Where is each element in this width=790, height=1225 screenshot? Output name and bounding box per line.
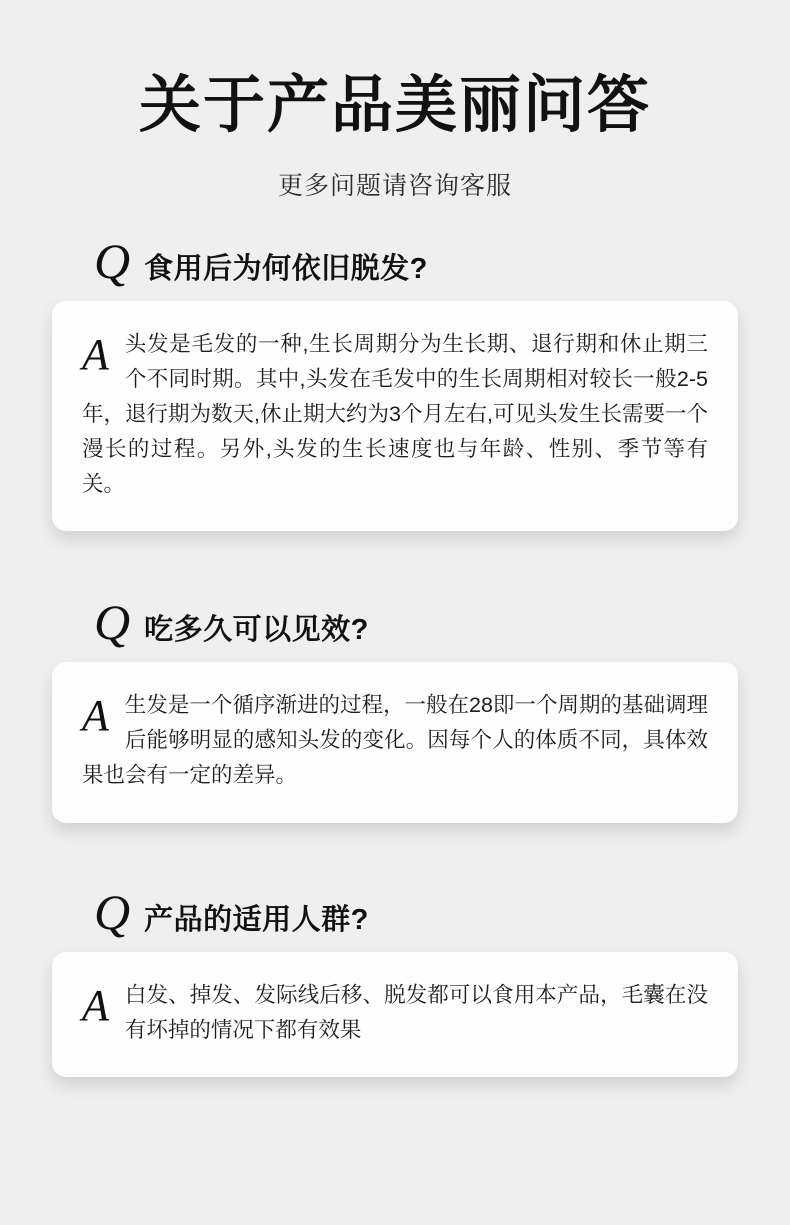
answer-body <box>82 978 708 1048</box>
faq-item-3 <box>52 883 738 1078</box>
answer-text: 头发是毛发的一种,生长周期分为生长期、退行期和休止期三个不同时期。其中,头发在毛发中的生长周期相对较长一般2-5年，退行期为数天,休止期大约为3个月左右,可见头发生长需要一个漫长的过程。另外,头发的生长速度也与年龄、性别、季节等有关。 <box>82 332 708 496</box>
answer-mark-icon: A <box>82 980 109 1030</box>
answer-card <box>52 301 738 531</box>
faq-item-1 <box>52 233 738 531</box>
answer-text: 生发是一个循序渐进的过程，一般在28即一个周期的基础调理后能够明显的感知头发的变化。因每个人的体质不同，具体效果也会有一定的差异。 <box>82 693 708 787</box>
question-text: 产品的适用人群? <box>144 903 369 936</box>
answer-mark-icon: A <box>82 691 109 741</box>
question-text: 食用后为何依旧脱发? <box>144 253 428 286</box>
answer-body <box>82 327 708 501</box>
faq-item-2 <box>52 594 738 822</box>
page-title: 关于产品美丽问答 <box>138 71 651 140</box>
question-row <box>52 594 738 651</box>
question-row <box>52 233 738 290</box>
answer-card <box>52 662 738 822</box>
question-text: 吃多久可以见效? <box>144 614 369 647</box>
question-row <box>52 883 738 940</box>
answer-text: 白发、掉发、发际线后移、脱发都可以食用本产品，毛囊在没有坏掉的情况下都有效果 <box>124 982 708 1042</box>
page-subtitle: 更多问题请咨询客服 <box>277 172 512 201</box>
answer-mark-icon: A <box>82 330 109 380</box>
question-mark-icon: Q <box>94 233 131 290</box>
answer-body <box>82 688 708 792</box>
answer-card <box>52 952 738 1078</box>
question-mark-icon: Q <box>94 594 131 651</box>
question-mark-icon: Q <box>94 883 131 940</box>
